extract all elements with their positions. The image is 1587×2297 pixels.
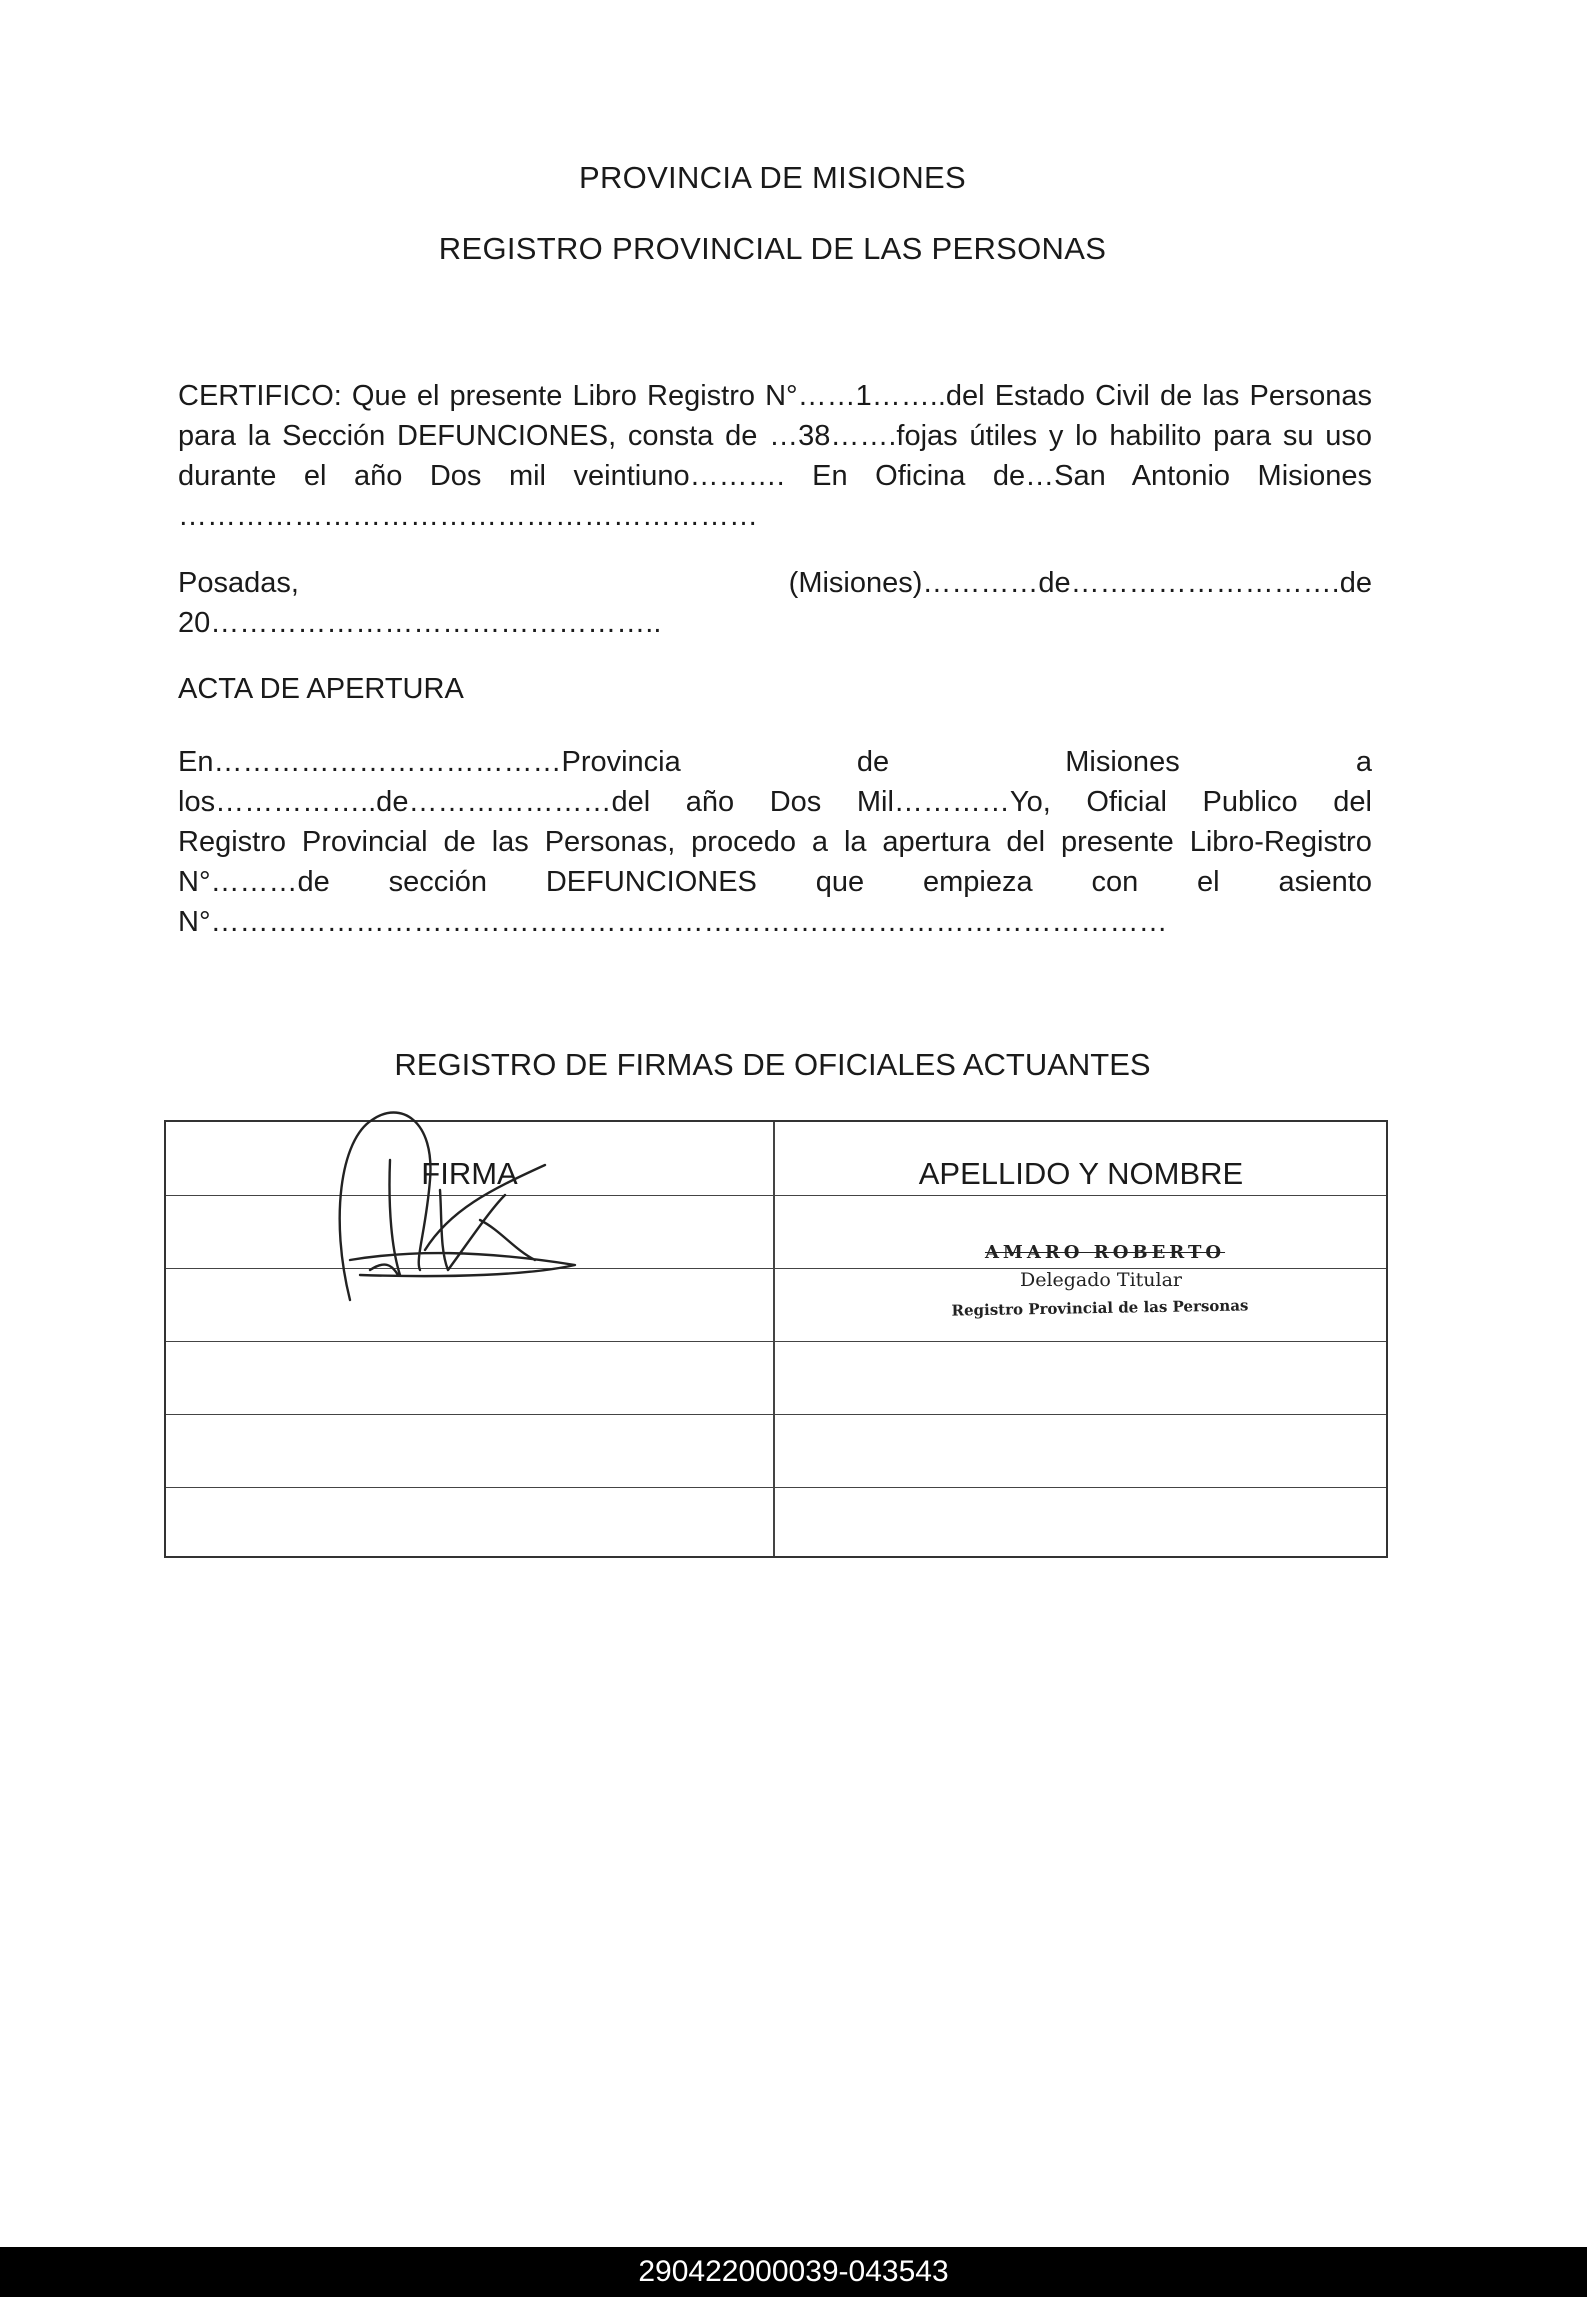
column-header-apellido: APELLIDO Y NOMBRE [918, 1156, 1244, 1191]
table-row [166, 1487, 1386, 1560]
document-id: 290422000039-043543 [638, 2255, 949, 2288]
acta-word: Libro-Registro [1189, 826, 1372, 858]
handwritten-signature [330, 1100, 590, 1315]
acta-word: empieza [922, 866, 1033, 898]
acta-word: DEFUNCIONES [545, 866, 757, 898]
acta-line-4 [178, 862, 1372, 902]
acta-word: Oficial [1086, 786, 1167, 818]
acta-word: asiento [1278, 866, 1372, 898]
acta-line-3 [178, 822, 1372, 862]
acta-word: del [1006, 826, 1046, 858]
acta-title: ACTA DE APERTURA [178, 673, 464, 705]
acta-word: Personas, [544, 826, 676, 858]
registry-heading: REGISTRO PROVINCIAL DE LAS PERSONAS [438, 231, 1107, 266]
stamp-role: Delegado Titular [1019, 1269, 1183, 1291]
column-header-firma: FIRMA [421, 1156, 518, 1191]
location-line [178, 563, 1372, 603]
official-stamp [775, 1242, 1395, 1320]
acta-line-1 [178, 742, 1372, 782]
acta-word: sección [388, 866, 487, 898]
acta-word: procedo [691, 826, 796, 858]
acta-word: del [1333, 786, 1372, 818]
stamp-name: AMARO ROBERTO [984, 1242, 1226, 1263]
acta-word: N°………de [178, 866, 330, 898]
posadas-text: Posadas, [178, 567, 299, 599]
acta-line-5: N°……………………………………………………………………………………… [178, 906, 1168, 938]
acta-word: Provincial [301, 826, 428, 858]
acta-word: el [1197, 866, 1220, 898]
misiones-date-text: (Misiones)…………de……………………….de [788, 567, 1372, 599]
table-column-divider [773, 1122, 775, 1556]
acta-word: Publico [1202, 786, 1298, 818]
acta-word: a [1355, 746, 1372, 778]
acta-word: con [1091, 866, 1139, 898]
year-line: 20……………………………………….. [178, 607, 662, 639]
acta-word: a [811, 826, 829, 858]
acta-word: las [491, 826, 529, 858]
acta-word: de [443, 826, 476, 858]
acta-word: Dos [769, 786, 822, 818]
table-row [166, 1414, 1386, 1487]
acta-line-2 [178, 782, 1372, 822]
acta-word: la [843, 826, 867, 858]
document-id-bar [0, 2247, 1587, 2297]
certifico-paragraph: CERTIFICO: Que el presente Libro Registro N°……1……..del Estado Civil de las Personas para la Sección DEFUNCIONES, consta de …38…….fojas útiles y lo habilito para su uso durante el año Dos mil veintiuno………. En Oficina de…San Antonio Misiones …………………………………………………… [178, 380, 1372, 532]
acta-word: de [856, 746, 890, 778]
table-row [166, 1341, 1386, 1414]
acta-word: apertura [882, 826, 991, 858]
acta-word: Misiones [1065, 746, 1180, 778]
signatures-table-title: REGISTRO DE FIRMAS DE OFICIALES ACTUANTES [394, 1047, 1151, 1082]
acta-word: Mil…………Yo, [856, 786, 1051, 818]
acta-word: que [815, 866, 865, 898]
acta-word: los……………..de…………………del [178, 786, 651, 818]
province-heading: PROVINCIA DE MISIONES [579, 160, 966, 195]
acta-word: Registro [178, 826, 286, 858]
acta-word: En………………………………Provincia [178, 746, 681, 778]
stamp-org: Registro Provincial de las Personas [951, 1296, 1249, 1320]
acta-word: presente [1060, 826, 1174, 858]
acta-word: año [685, 786, 735, 818]
